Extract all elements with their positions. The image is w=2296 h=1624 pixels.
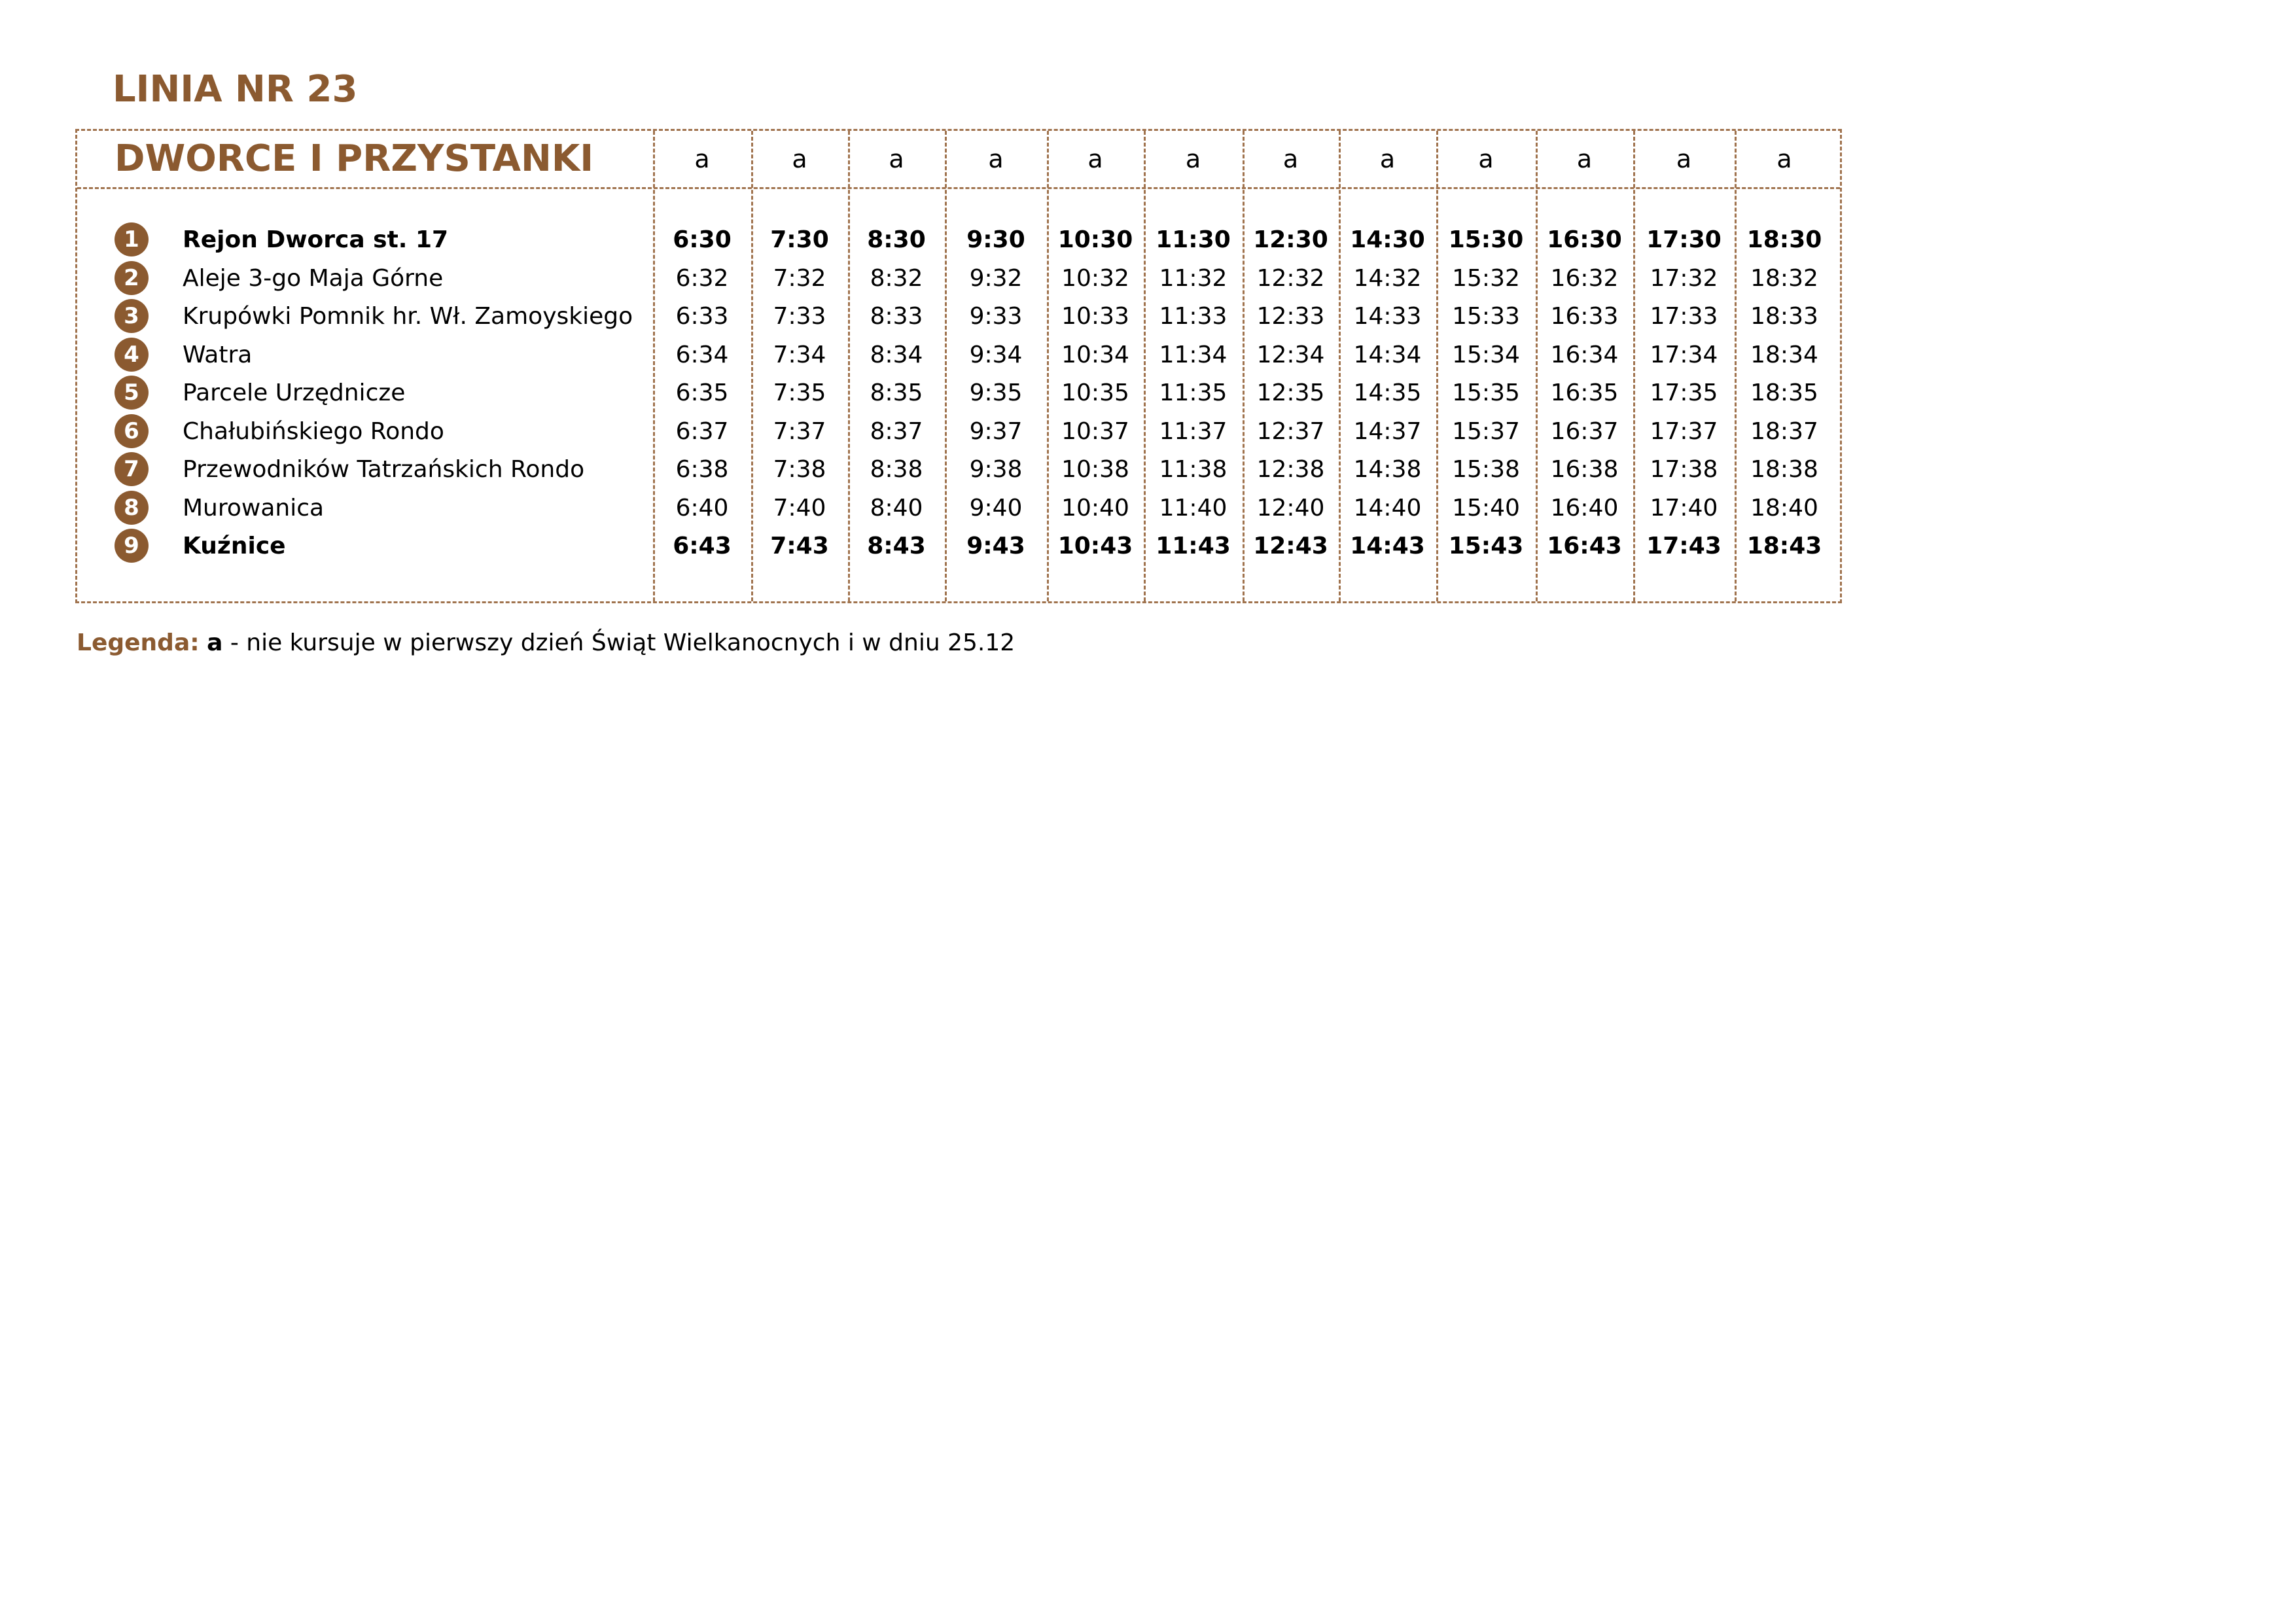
departure-time: 14:33: [1353, 303, 1422, 330]
departure-time: 16:35: [1550, 380, 1619, 406]
departure-time: 8:30: [867, 226, 926, 253]
departure-time: 12:34: [1256, 341, 1325, 368]
departure-time: 11:32: [1159, 264, 1227, 292]
departure-time: 15:37: [1452, 417, 1520, 445]
departure-time: 14:40: [1353, 494, 1422, 521]
departure-time: 8:35: [870, 380, 923, 406]
stop-name: Aleje 3-go Maja Górne: [183, 264, 444, 292]
departure-time: 10:32: [1061, 264, 1129, 292]
departure-time: 17:40: [1650, 494, 1718, 521]
departure-time: 16:33: [1550, 303, 1619, 330]
departure-time: 16:34: [1550, 341, 1619, 368]
departure-time: 6:35: [675, 380, 729, 406]
departure-time: 11:34: [1159, 341, 1227, 368]
departure-time: 7:40: [773, 494, 826, 521]
departure-time: 8:33: [870, 303, 923, 330]
stop-number-badge: 4: [115, 338, 149, 372]
departure-time: 10:38: [1061, 456, 1129, 483]
departure-time: 14:30: [1350, 226, 1425, 253]
departure-time: 11:30: [1156, 226, 1231, 253]
stop-name: Krupówki Pomnik hr. Wł. Zamoyskiego: [183, 303, 633, 330]
departure-time: 18:37: [1750, 417, 1818, 445]
departure-time: 6:34: [675, 341, 729, 368]
departure-time: 15:32: [1452, 264, 1520, 292]
departure-time: 9:32: [969, 264, 1023, 292]
stop-number-badge: 6: [115, 414, 149, 448]
departure-time: 17:38: [1650, 456, 1718, 483]
departure-time: 8:38: [870, 456, 923, 483]
departure-time: 7:38: [773, 456, 826, 483]
trip-column-header: a: [1282, 145, 1299, 173]
departure-time: 14:32: [1353, 264, 1422, 292]
stop-number-badge: 1: [115, 222, 149, 256]
departure-time: 14:35: [1353, 380, 1422, 406]
departure-time: 11:40: [1159, 494, 1227, 521]
departure-time: 10:34: [1061, 341, 1129, 368]
departure-time: 16:40: [1550, 494, 1619, 521]
departure-time: 16:37: [1550, 417, 1619, 445]
departure-time: 10:33: [1061, 303, 1129, 330]
trip-column-header: a: [694, 145, 710, 173]
departure-time: 9:33: [969, 303, 1023, 330]
departure-time: 12:37: [1256, 417, 1325, 445]
departure-time: 6:33: [675, 303, 729, 330]
stop-row: [77, 527, 1840, 565]
departure-time: 15:38: [1452, 456, 1520, 483]
stop-row: [77, 221, 1840, 259]
trip-column-header: a: [1576, 145, 1593, 173]
departure-time: 16:43: [1547, 533, 1622, 559]
stop-name: Rejon Dworca st. 17: [183, 226, 449, 253]
departure-time: 8:40: [870, 494, 923, 521]
legend-text: - nie kursuje w pierwszy dzień Świąt Wielkanocnych i w dniu 25.12: [222, 629, 1016, 656]
departure-time: 14:38: [1353, 456, 1422, 483]
departure-time: 18:43: [1746, 533, 1822, 559]
departure-time: 15:33: [1452, 303, 1520, 330]
trip-column-header: a: [1185, 145, 1201, 173]
departure-time: 8:37: [870, 417, 923, 445]
departure-time: 8:34: [870, 341, 923, 368]
stop-number-badge: 2: [115, 261, 149, 295]
departure-time: 12:38: [1256, 456, 1325, 483]
departure-time: 7:37: [773, 417, 826, 445]
departure-time: 17:35: [1650, 380, 1718, 406]
departure-time: 7:35: [773, 380, 826, 406]
departure-time: 17:32: [1650, 264, 1718, 292]
departure-time: 18:38: [1750, 456, 1818, 483]
departure-time: 9:40: [969, 494, 1023, 521]
header-divider: [77, 187, 1840, 189]
stop-row: [77, 412, 1840, 451]
trip-column-header: a: [1478, 145, 1494, 173]
departure-time: 6:30: [673, 226, 732, 253]
departure-time: 10:40: [1061, 494, 1129, 521]
departure-time: 12:35: [1256, 380, 1325, 406]
departure-time: 12:32: [1256, 264, 1325, 292]
departure-time: 17:37: [1650, 417, 1718, 445]
departure-time: 18:35: [1750, 380, 1818, 406]
stop-row: [77, 450, 1840, 489]
departure-time: 14:34: [1353, 341, 1422, 368]
stop-number-badge: 8: [115, 491, 149, 525]
stop-row: [77, 489, 1840, 527]
departure-time: 9:38: [969, 456, 1023, 483]
departure-time: 10:35: [1061, 380, 1129, 406]
trip-column-header: a: [1776, 145, 1792, 173]
departure-time: 9:34: [969, 341, 1023, 368]
departure-time: 7:33: [773, 303, 826, 330]
departure-time: 11:35: [1159, 380, 1227, 406]
departure-time: 10:37: [1061, 417, 1129, 445]
departure-time: 10:30: [1057, 226, 1133, 253]
departure-time: 16:30: [1547, 226, 1622, 253]
departure-time: 11:43: [1156, 533, 1231, 559]
stop-name: Chałubińskiego Rondo: [183, 417, 444, 445]
departure-time: 14:37: [1353, 417, 1422, 445]
departure-time: 6:38: [675, 456, 729, 483]
departure-time: 17:33: [1650, 303, 1718, 330]
departure-time: 18:34: [1750, 341, 1818, 368]
trip-column-header: a: [1676, 145, 1692, 173]
stop-name: Watra: [183, 341, 253, 368]
departure-time: 9:30: [966, 226, 1025, 253]
stop-row: [77, 297, 1840, 336]
departure-time: 9:35: [969, 380, 1023, 406]
departure-time: 11:33: [1159, 303, 1227, 330]
trip-column-header: a: [1087, 145, 1103, 173]
timetable: [75, 129, 1842, 603]
departure-time: 11:38: [1159, 456, 1227, 483]
departure-time: 11:37: [1159, 417, 1227, 445]
departure-time: 8:43: [867, 533, 926, 559]
departure-time: 18:33: [1750, 303, 1818, 330]
departure-time: 12:30: [1253, 226, 1328, 253]
line-title: LINIA NR 23: [113, 68, 358, 111]
departure-time: 12:40: [1256, 494, 1325, 521]
departure-time: 16:38: [1550, 456, 1619, 483]
departure-time: 18:32: [1750, 264, 1818, 292]
legend: [77, 625, 1015, 662]
stop-name: Murowanica: [183, 494, 325, 521]
departure-time: 12:43: [1253, 533, 1328, 559]
legend-label: Legenda:: [77, 629, 200, 656]
trip-column-header: a: [988, 145, 1004, 173]
trip-column-header: a: [792, 145, 807, 173]
departure-time: 15:35: [1452, 380, 1520, 406]
departure-time: 10:43: [1057, 533, 1133, 559]
departure-time: 9:43: [966, 533, 1025, 559]
stops-column-header: DWORCE I PRZYSTANKI: [115, 137, 594, 180]
stop-name: Parcele Urzędnicze: [183, 380, 406, 406]
stop-name: Przewodników Tatrzańskich Rondo: [183, 456, 585, 483]
departure-time: 7:34: [773, 341, 826, 368]
stop-number-badge: 7: [115, 452, 149, 486]
stop-number-badge: 3: [115, 299, 149, 333]
departure-time: 12:33: [1256, 303, 1325, 330]
departure-time: 15:34: [1452, 341, 1520, 368]
departure-time: 18:40: [1750, 494, 1818, 521]
stop-row: [77, 259, 1840, 298]
departure-time: 18:30: [1746, 226, 1822, 253]
legend-key: a: [207, 629, 223, 656]
departure-time: 6:43: [673, 533, 732, 559]
departure-time: 17:34: [1650, 341, 1718, 368]
departure-time: 6:40: [675, 494, 729, 521]
departure-time: 15:40: [1452, 494, 1520, 521]
departure-time: 15:43: [1448, 533, 1524, 559]
stop-number-badge: 9: [115, 529, 149, 563]
departure-time: 14:43: [1350, 533, 1425, 559]
departure-time: 9:37: [969, 417, 1023, 445]
departure-time: 7:30: [770, 226, 829, 253]
departure-time: 7:43: [770, 533, 829, 559]
departure-time: 6:32: [675, 264, 729, 292]
stop-name: Kuźnice: [183, 533, 286, 559]
trip-column-header: a: [1379, 145, 1396, 173]
departure-time: 6:37: [675, 417, 729, 445]
departure-time: 17:43: [1646, 533, 1722, 559]
trip-column-header: a: [889, 145, 904, 173]
departure-time: 8:32: [870, 264, 923, 292]
stop-row: [77, 336, 1840, 374]
stop-row: [77, 374, 1840, 412]
stop-number-badge: 5: [115, 376, 149, 410]
departure-time: 16:32: [1550, 264, 1619, 292]
departure-time: 7:32: [773, 264, 826, 292]
departure-time: 17:30: [1646, 226, 1722, 253]
departure-time: 15:30: [1448, 226, 1524, 253]
